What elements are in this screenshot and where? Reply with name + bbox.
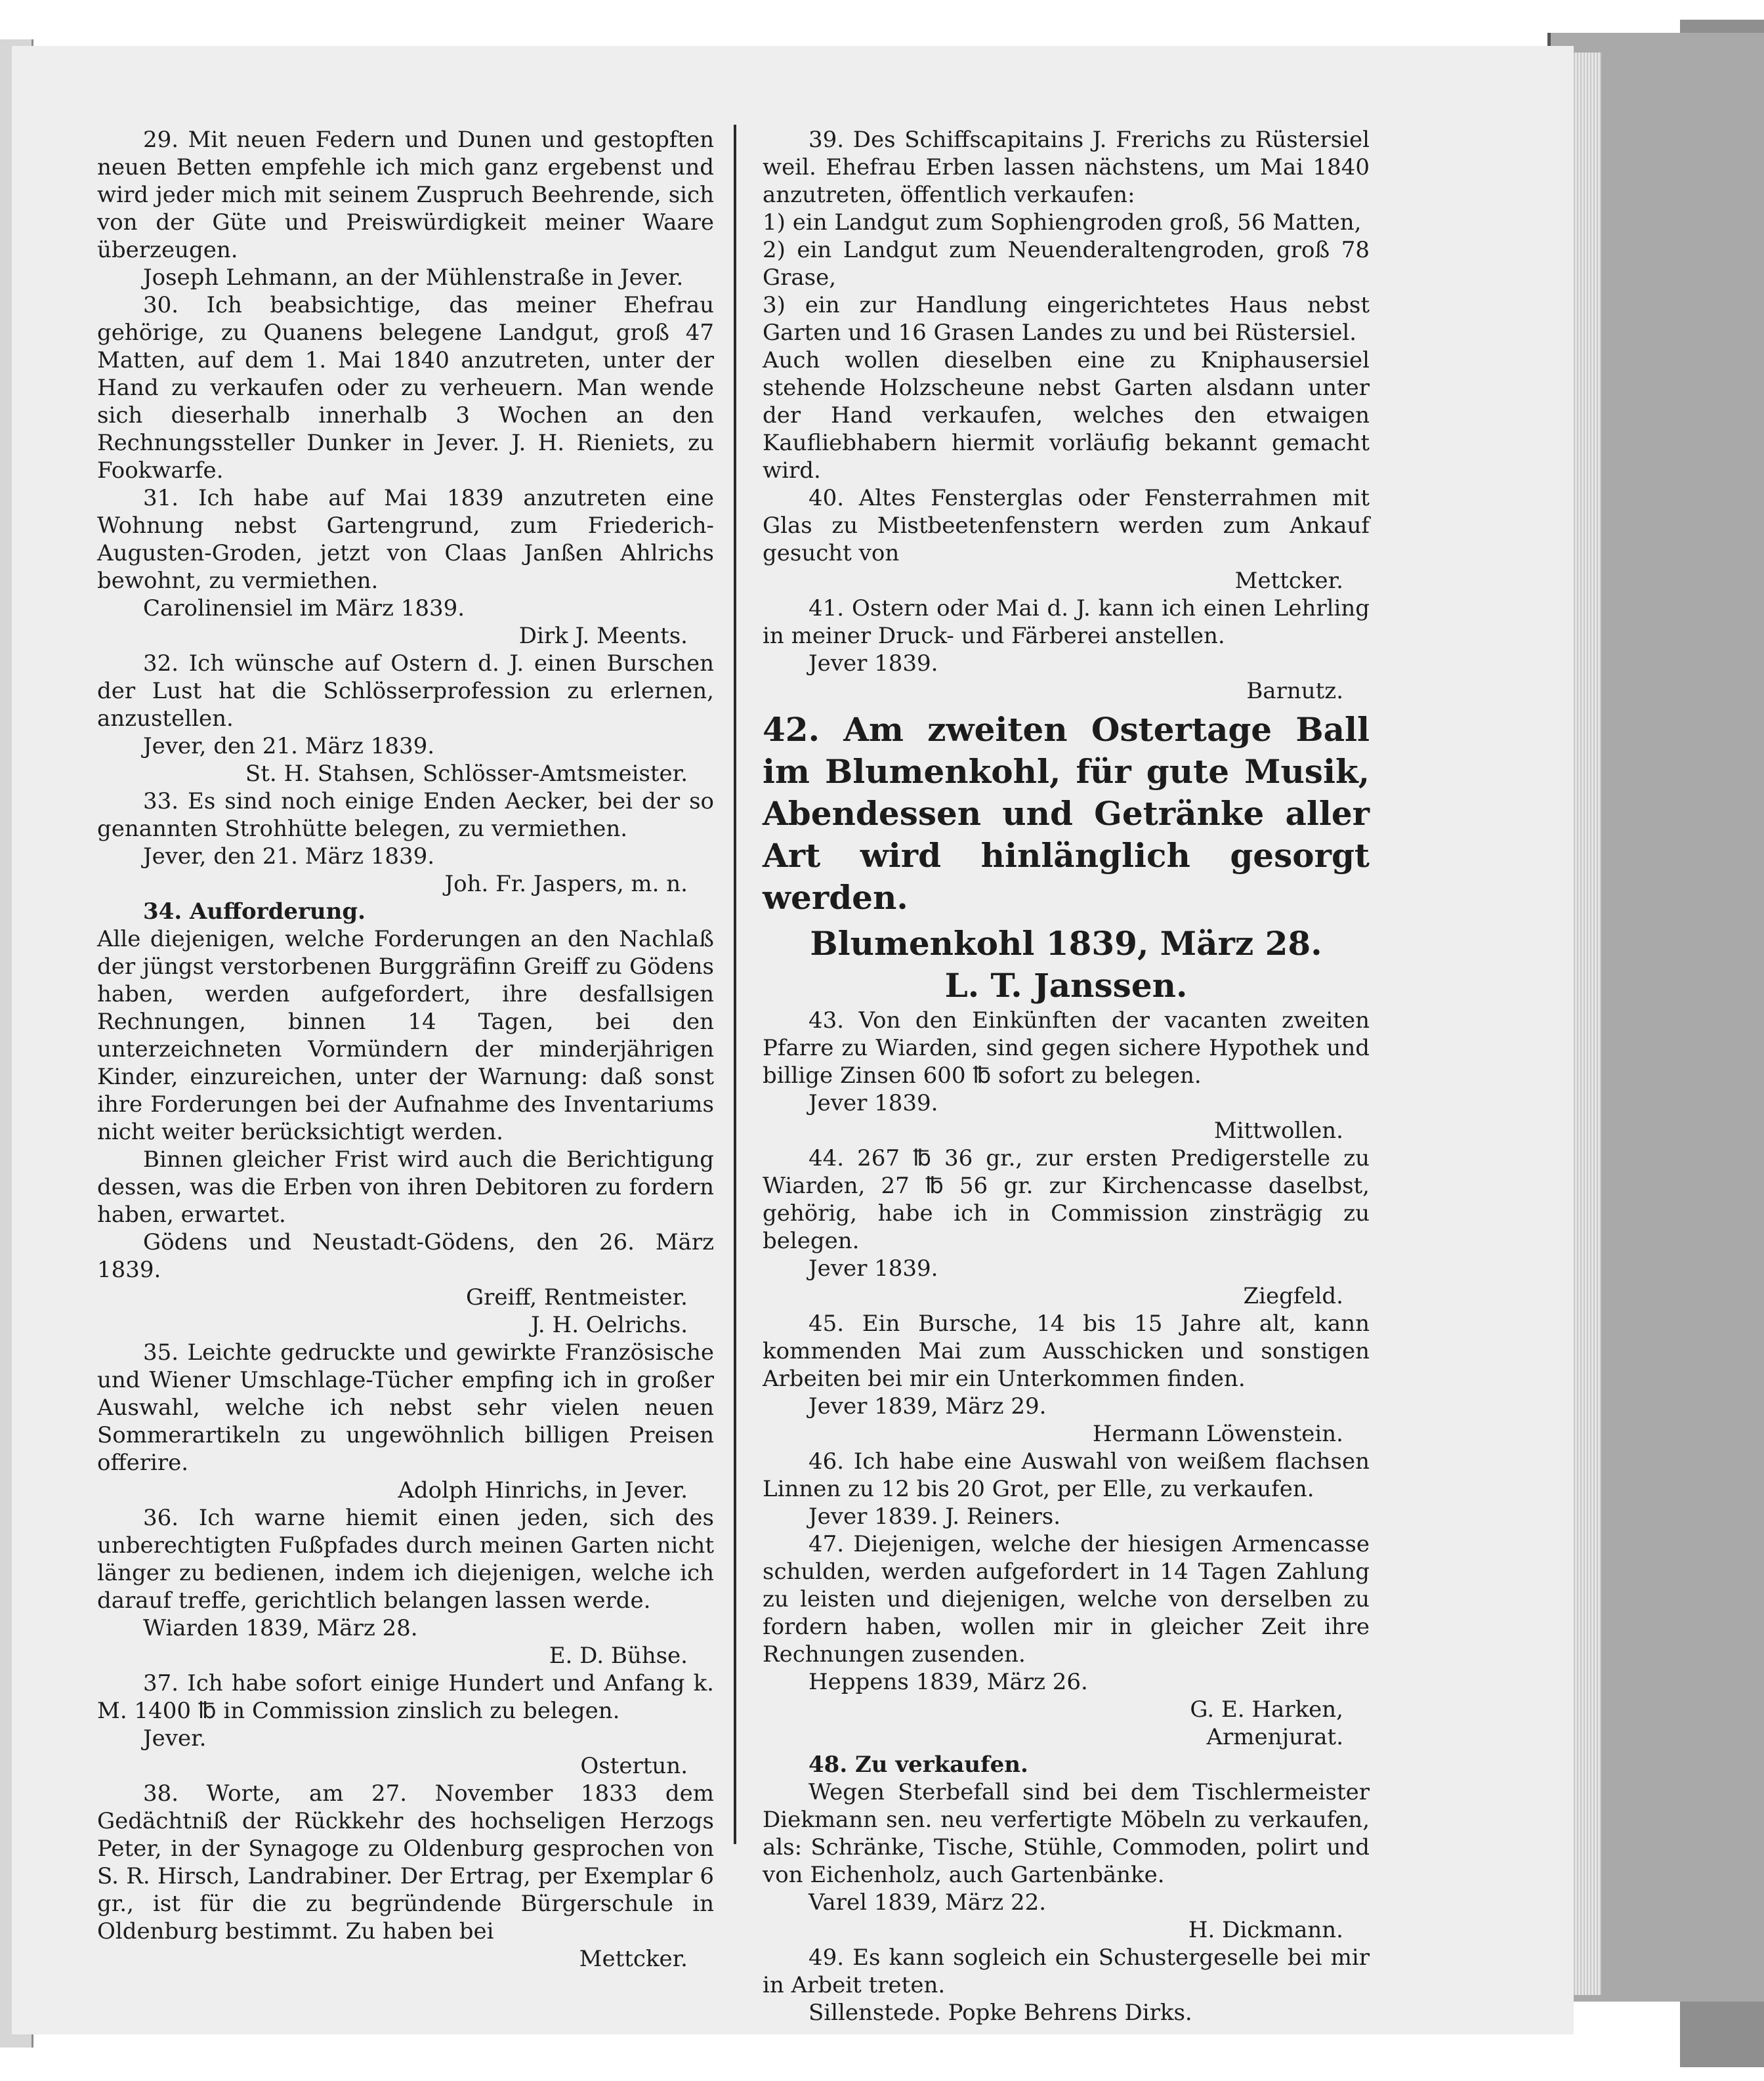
notice-paragraph: 42. Am zweiten Ostertage Ball im Blumenkohl, für gute Musik, Abendessen und Getränke aller Art wird hinlänglich gesorgt werden. (763, 710, 1370, 917)
notice-paragraph: Alle diejenigen, welche Forderungen an den Nachlaß der jüngst verstorbenen Burggräfinn Greiff zu Gödens haben, werden aufgefordert, ihre desfallsigen Rechnungen, binnen 14 Tagen, bei den unterzeichneten Vormündern der minderjährigen Kinder, einzureichen, unter der Warnung: daß sonst ihre Forderungen bei der Aufnahme des Inventariums nicht weiter berücksichtigt werden. (97, 926, 714, 1145)
notice-paragraph: Jever, den 21. März 1839. (143, 843, 435, 870)
notice-paragraph: 37. Ich habe sofort einige Hundert und Anfang k. M. 1400 ℔ in Commission zinslich zu belegen. (97, 1670, 714, 1724)
notice-paragraph: Wegen Sterbefall sind bei dem Tischlermeister Diekmann sen. neu verfertigte Möbeln zu verkaufen, als: Schränke, Tische, Stühle, Commoden, polirt und von Eichenholz, auch Gartenbänke. (763, 1779, 1370, 1888)
notice-paragraph: Adolph Hinrichs, in Jever. (398, 1477, 688, 1503)
notice-paragraph: 47. Diejenigen, welche der hiesigen Armencasse schulden, werden aufgefordert in 14 Tagen Zahlung zu leisten und diejenigen, welche von derselben zu fordern haben, wollen mir in gleicher Zeit ihre Rechnungen zusenden. (763, 1531, 1370, 1668)
notice-paragraph: Sillenstede. Popke Behrens Dirks. (808, 2000, 1192, 2026)
notice-paragraph: St. H. Stahsen, Schlösser-Amtsmeister. (245, 761, 688, 787)
notice-paragraph: Gödens und Neustadt-Gödens, den 26. März 1839. (97, 1229, 714, 1283)
notice-paragraph: 46. Ich habe eine Auswahl von weißem flachsen Linnen zu 12 bis 20 Grot, per Elle, zu verkaufen. (763, 1448, 1370, 1502)
notice-paragraph: Auch wollen dieselben eine zu Kniphausersiel stehende Holzscheune nebst Garten alsdann unter der Hand verkaufen, welches den etwaigen Kaufliebhabern hiermit vorläufig bekannt gemacht wird. (763, 347, 1370, 484)
notice-paragraph: 44. 267 ℔ 36 gr., zur ersten Predigerstelle zu Wiarden, 27 ℔ 56 gr. zur Kirchencasse daselbst, gehörig, habe ich in Commission zinsträgig zu belegen. (763, 1145, 1370, 1254)
notice-paragraph: Hermann Löwenstein. (1092, 1421, 1343, 1447)
notice-paragraph: Mittwollen. (1213, 1118, 1343, 1144)
notice-paragraph: J. H. Oelrichs. (530, 1312, 688, 1338)
notice-paragraph: Varel 1839, März 22. (808, 1889, 1047, 1916)
notice-paragraph: Barnutz. (1246, 678, 1343, 704)
notice-paragraph: 33. Es sind noch einige Enden Aecker, bei der so genannten Strohhütte belegen, zu vermiethen. (97, 788, 714, 842)
notice-paragraph: 48. Zu verkaufen. (808, 1752, 1028, 1778)
notice-paragraph: 35. Leichte gedruckte und gewirkte Französische und Wiener Umschlage-Tücher empfing ich in großer Auswahl, welche ich nebst sehr vielen neuen Sommerartikeln zu ungewöhnlich billigen Preisen offerire. (97, 1339, 714, 1476)
notice-paragraph: Jever 1839, März 29. (808, 1393, 1047, 1419)
notice-paragraph: 34. Aufforderung. (143, 898, 366, 925)
notice-paragraph: Jever 1839. (808, 1255, 938, 1282)
notice-paragraph: H. Dickmann. (1188, 1917, 1343, 1943)
notice-paragraph: Mettcker. (1234, 568, 1343, 594)
notice-paragraph: Joseph Lehmann, an der Mühlenstraße in Jever. (143, 264, 684, 291)
notice-paragraph: 38. Worte, am 27. November 1833 dem Gedächtniß der Rückkehr des hochseligen Herzogs Peter, in der Synagoge zu Oldenburg gesprochen von S. R. Hirsch, Landrabiner. Der Ertrag, per Exemplar 6 gr., ist für die zu begründende Bürgerschule in Oldenburg bestimmt. Zu haben bei (97, 1780, 714, 1944)
notice-paragraph: 45. Ein Bursche, 14 bis 15 Jahre alt, kann kommenden Mai zum Ausschicken und sonstigen Arbeiten bei mir ein Unterkommen finden. (763, 1311, 1370, 1392)
notice-paragraph: L. T. Janssen. (944, 966, 1188, 1005)
notice-paragraph: Dirk J. Meents. (518, 623, 688, 649)
notice-paragraph: G. E. Harken, (1190, 1696, 1343, 1723)
notice-paragraph: Mettcker. (579, 1946, 688, 1972)
notice-paragraph: Binnen gleicher Frist wird auch die Berichtigung dessen, was die Erben von ihren Debitoren zu fordern haben, erwartet. (97, 1146, 714, 1228)
notice-paragraph: Jever 1839. (808, 1090, 938, 1116)
notice-paragraph: Wiarden 1839, März 28. (143, 1615, 418, 1641)
notice-paragraph: Jever, den 21. März 1839. (143, 733, 435, 759)
notice-paragraph: Ziegfeld. (1243, 1283, 1343, 1309)
notice-paragraph: Carolinensiel im März 1839. (143, 595, 465, 621)
notice-paragraph: Ostertun. (580, 1753, 688, 1779)
notice-paragraph: 2) ein Landgut zum Neuenderaltengroden, groß 78 Grase, (763, 237, 1370, 291)
notice-paragraph: 41. Ostern oder Mai d. J. kann ich einen Lehrling in meiner Druck- und Färberei anstellen. (763, 595, 1370, 649)
left-column (97, 126, 714, 1973)
column-divider-rule (734, 125, 736, 1844)
notice-paragraph: 36. Ich warne hiemit einen jeden, sich des unberechtigten Fußpfades durch meinen Garten nicht länger zu bedienen, indem ich diejenigen, welche ich darauf treffe, gerichtlich belangen lassen werde. (97, 1505, 714, 1614)
notice-paragraph: Jever. (143, 1725, 207, 1752)
notice-paragraph: 49. Es kann sogleich ein Schustergeselle bei mir in Arbeit treten. (763, 1944, 1370, 1998)
notice-paragraph: E. D. Bühse. (549, 1643, 688, 1669)
notice-paragraph: Heppens 1839, März 26. (808, 1669, 1088, 1695)
notice-paragraph: Armenjurat. (1206, 1724, 1343, 1750)
notice-paragraph: Greiff, Rentmeister. (465, 1284, 688, 1311)
notice-paragraph: 43. Von den Einkünften der vacanten zweiten Pfarre zu Wiarden, sind gegen sichere Hypothek und billige Zinsen 600 ℔ sofort zu belegen. (763, 1007, 1370, 1089)
notice-paragraph: Blumenkohl 1839, März 28. (810, 924, 1322, 963)
notice-paragraph: Jever 1839. (808, 650, 938, 677)
notice-paragraph: 40. Altes Fensterglas oder Fensterrahmen mit Glas zu Mistbeetenfenstern werden zum Ankauf gesucht von (763, 485, 1370, 566)
notice-paragraph: Jever 1839. J. Reiners. (808, 1503, 1061, 1530)
notice-paragraph: 39. Des Schiffscapitains J. Frerichs zu Rüstersiel weil. Ehefrau Erben lassen nächstens, um Mai 1840 anzutreten, öffentlich verkaufen: (763, 127, 1370, 208)
notice-paragraph: 31. Ich habe auf Mai 1839 anzutreten eine Wohnung nebst Gartengrund, zum Friederich-Augusten-Groden, jetzt von Claas Janßen Ahlrichs bewohnt, zu vermiethen. (97, 485, 714, 594)
notice-paragraph: 3) ein zur Handlung eingerichtetes Haus nebst Garten und 16 Grasen Landes zu und bei Rüstersiel. (763, 292, 1370, 346)
notice-paragraph: 1) ein Landgut zum Sophiengroden groß, 56 Matten, (763, 209, 1362, 236)
notice-paragraph: 29. Mit neuen Federn und Dunen und gestopften neuen Betten empfehle ich mich ganz ergebenst und wird jeder mich mit seinem Zuspruch Beehrende, sich von der Güte und Preiswürdigkeit meiner Waare überzeugen. (97, 127, 714, 263)
notice-paragraph: Joh. Fr. Jaspers, m. n. (444, 871, 688, 897)
notice-paragraph: 30. Ich beabsichtige, das meiner Ehefrau gehörige, zu Quanens belegene Landgut, groß 47 Matten, auf dem 1. Mai 1840 anzutreten, unter der Hand zu verkaufen oder zu verheuern. Man wende sich dieserhalb innerhalb 3 Wochen an den Rechnungssteller Dunker in Jever. J. H. Rieniets, zu Fookwarfe. (97, 292, 714, 484)
right-column (763, 126, 1370, 2027)
notice-paragraph: 32. Ich wünsche auf Ostern d. J. einen Burschen der Lust hat die Schlösserprofession zu erlernen, anzustellen. (97, 650, 714, 732)
